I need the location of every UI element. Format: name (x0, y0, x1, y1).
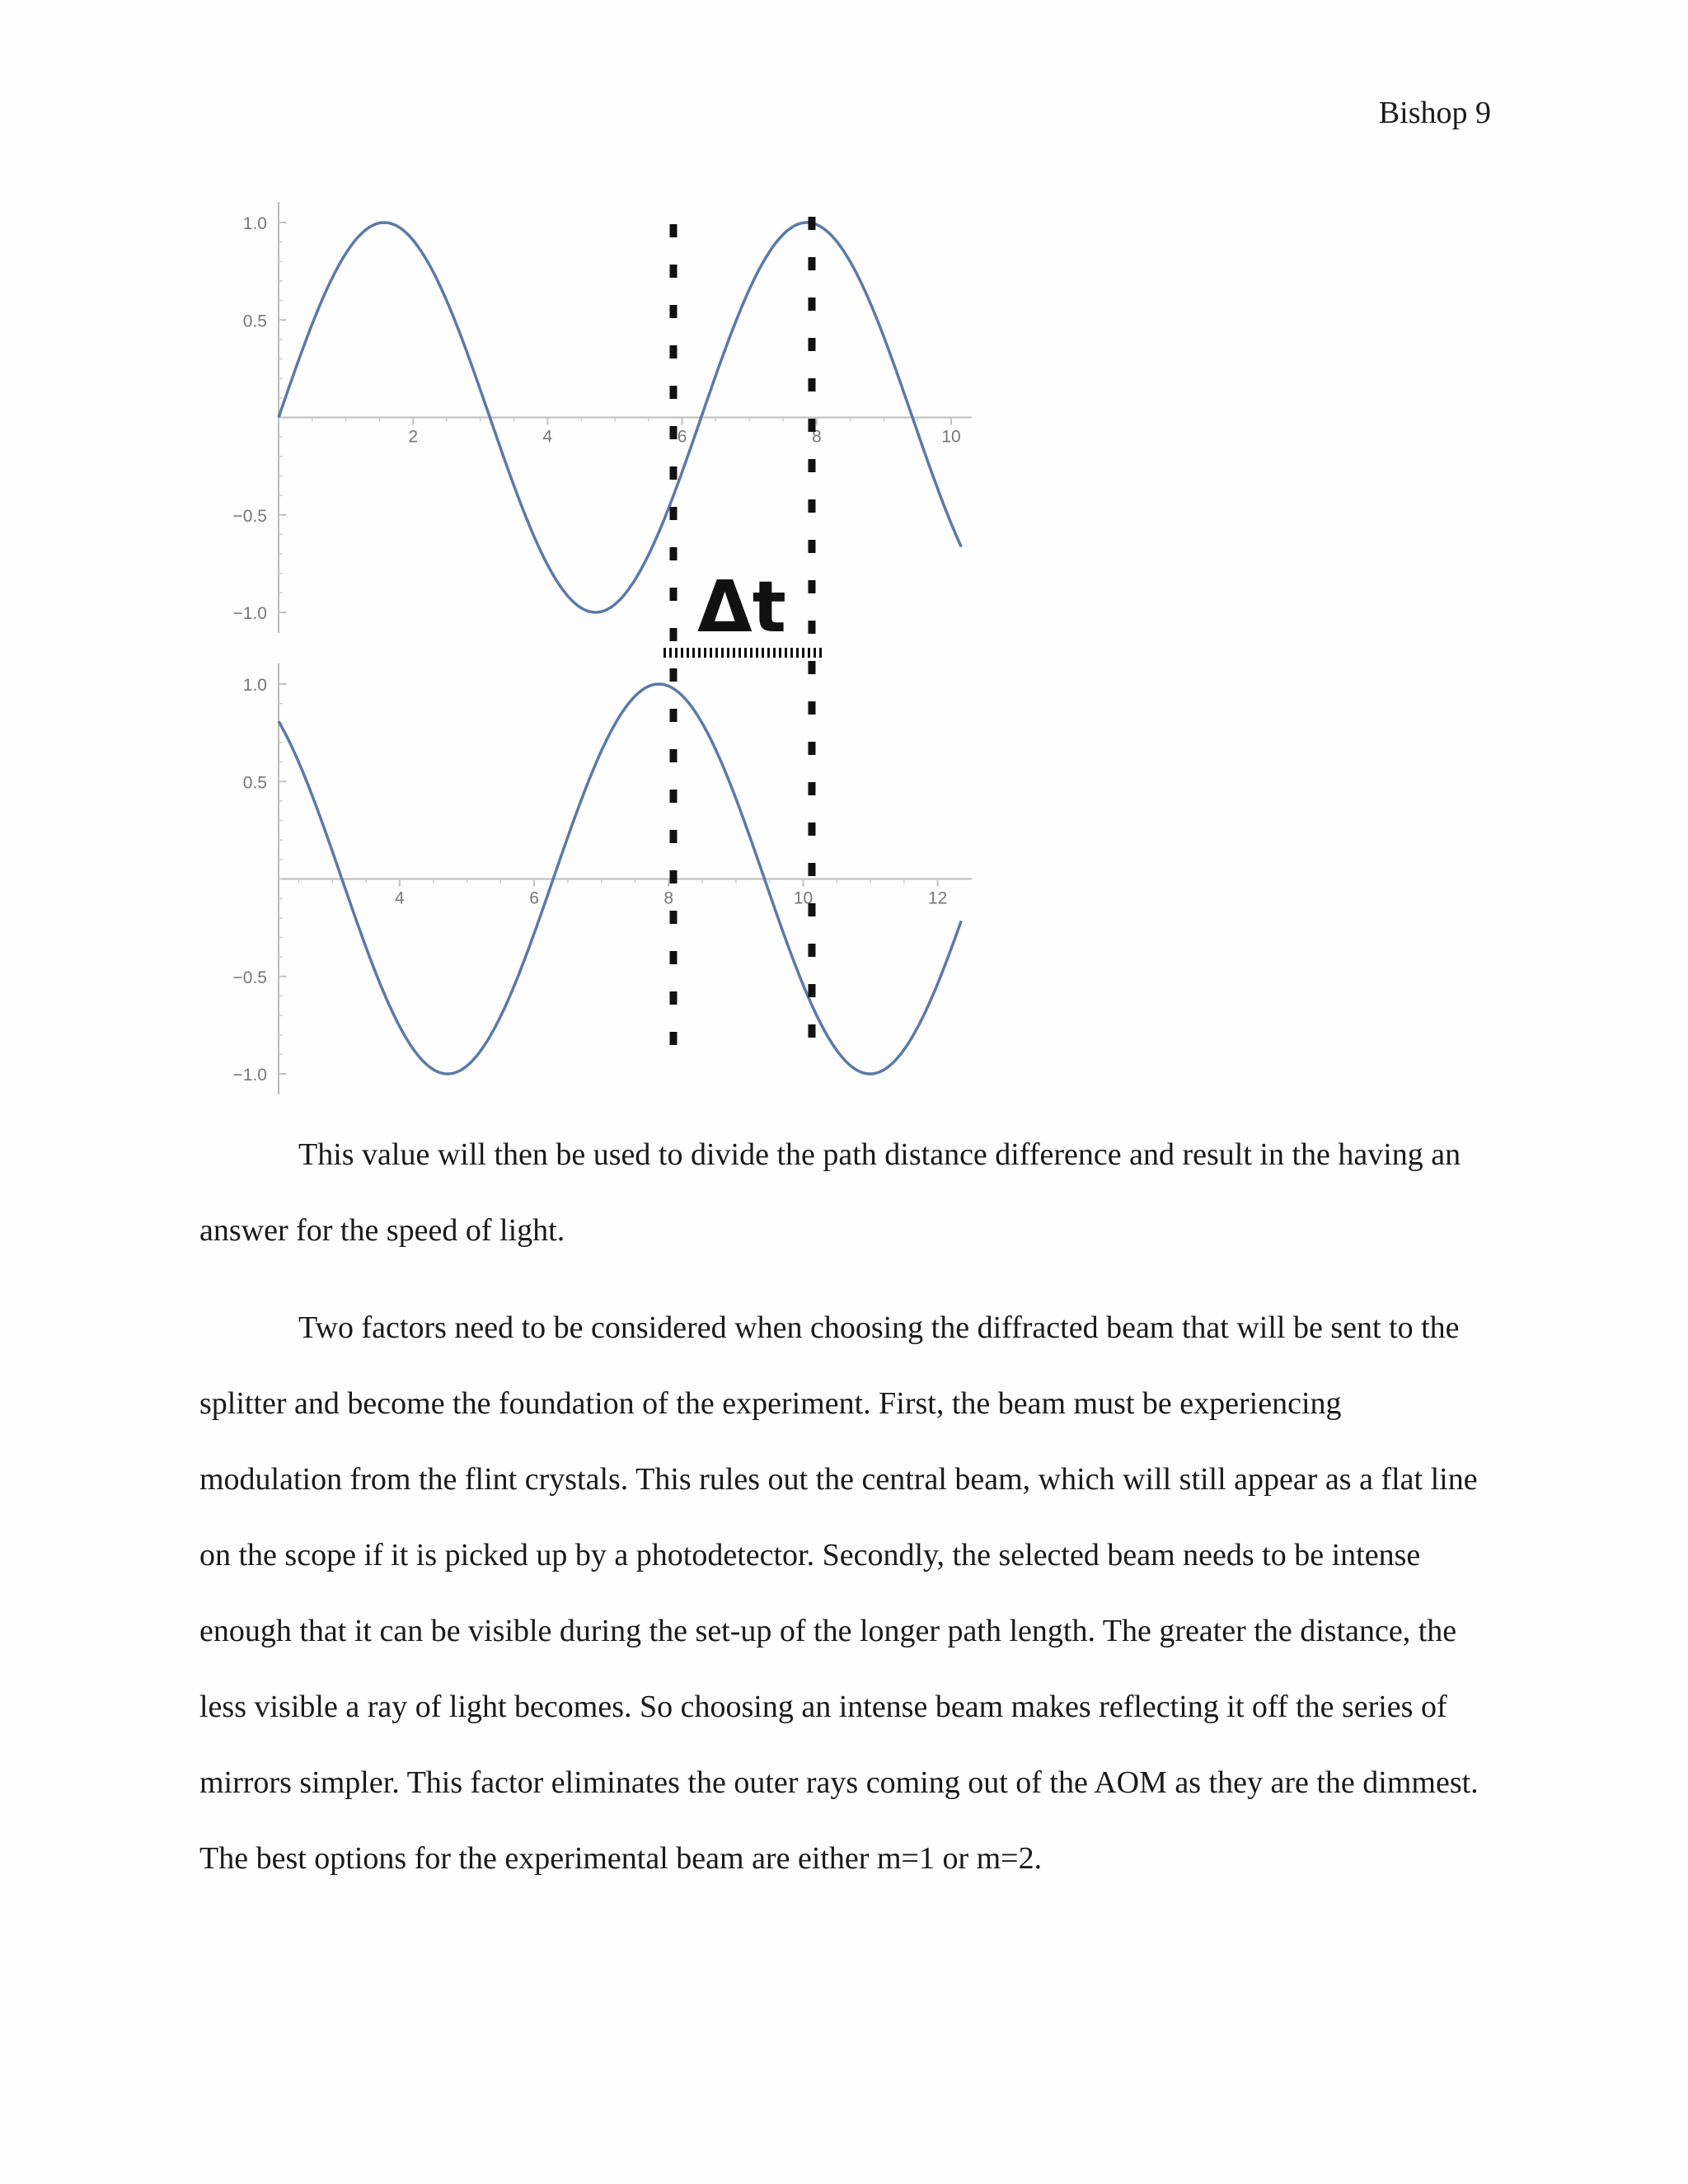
plot-2-x-tick-label: 10 (793, 888, 814, 908)
plot-1-y-tick-label: −1.0 (232, 604, 267, 623)
plot-1-x-tick-label: 4 (542, 427, 553, 447)
plot-1-x-tick-label: 6 (677, 427, 687, 447)
plot-2-x-tick-label: 8 (663, 888, 674, 908)
paragraph-1 (199, 1117, 1492, 1268)
page-header: Bishop 9 (1378, 96, 1491, 130)
plot-1-y-tick-label: 0.5 (242, 312, 267, 331)
plot-2-x-tick-label: 4 (395, 888, 405, 908)
plot-2-x-tick-label: 6 (529, 888, 539, 908)
plot-1-y-tick-label: 1.0 (242, 214, 267, 233)
paragraph-2 (199, 1290, 1492, 1896)
plot-2-y-tick-label: −0.5 (232, 968, 267, 987)
plot-1-y-tick-label: −0.5 (232, 506, 267, 526)
paragraph-1-text: This value will then be used to divide the path distance difference and result in the having an answer for the speed of light. (199, 1137, 1461, 1248)
plot-2-y-tick-label: −1.0 (232, 1066, 267, 1085)
plot-2-x-tick-label: 12 (928, 888, 948, 908)
plot-2-y-tick-label: 1.0 (242, 676, 267, 695)
delta-t-label: Δt (697, 566, 786, 649)
plot-1-x-tick-label: 10 (941, 427, 961, 447)
plot-1-x-tick-label: 8 (811, 427, 822, 447)
plot-2-y-tick-label: 0.5 (242, 773, 267, 793)
paragraph-2-text: Two factors need to be considered when choosing the diffracted beam that will be sent to the splitter and become the foundation of the experiment. First, the beam must be experiencing modulation from the flint crystals. This rules out the central beam, which will still appear as a flat line on the scope if it is picked up by a photodetector. Secondly, the selected beam needs to be intense enough that it can be visible during the set-up of the longer path length. The greater the distance, the less visible a ray of light becomes. So choosing an intense beam makes reflecting it off the series of mirrors simpler. This factor eliminates the outer rays coming out of the AOM as they are the dimmest. The best options for the experimental beam are either m=1 or m=2. (199, 1310, 1479, 1876)
plot-1-x-tick-label: 2 (408, 427, 419, 447)
